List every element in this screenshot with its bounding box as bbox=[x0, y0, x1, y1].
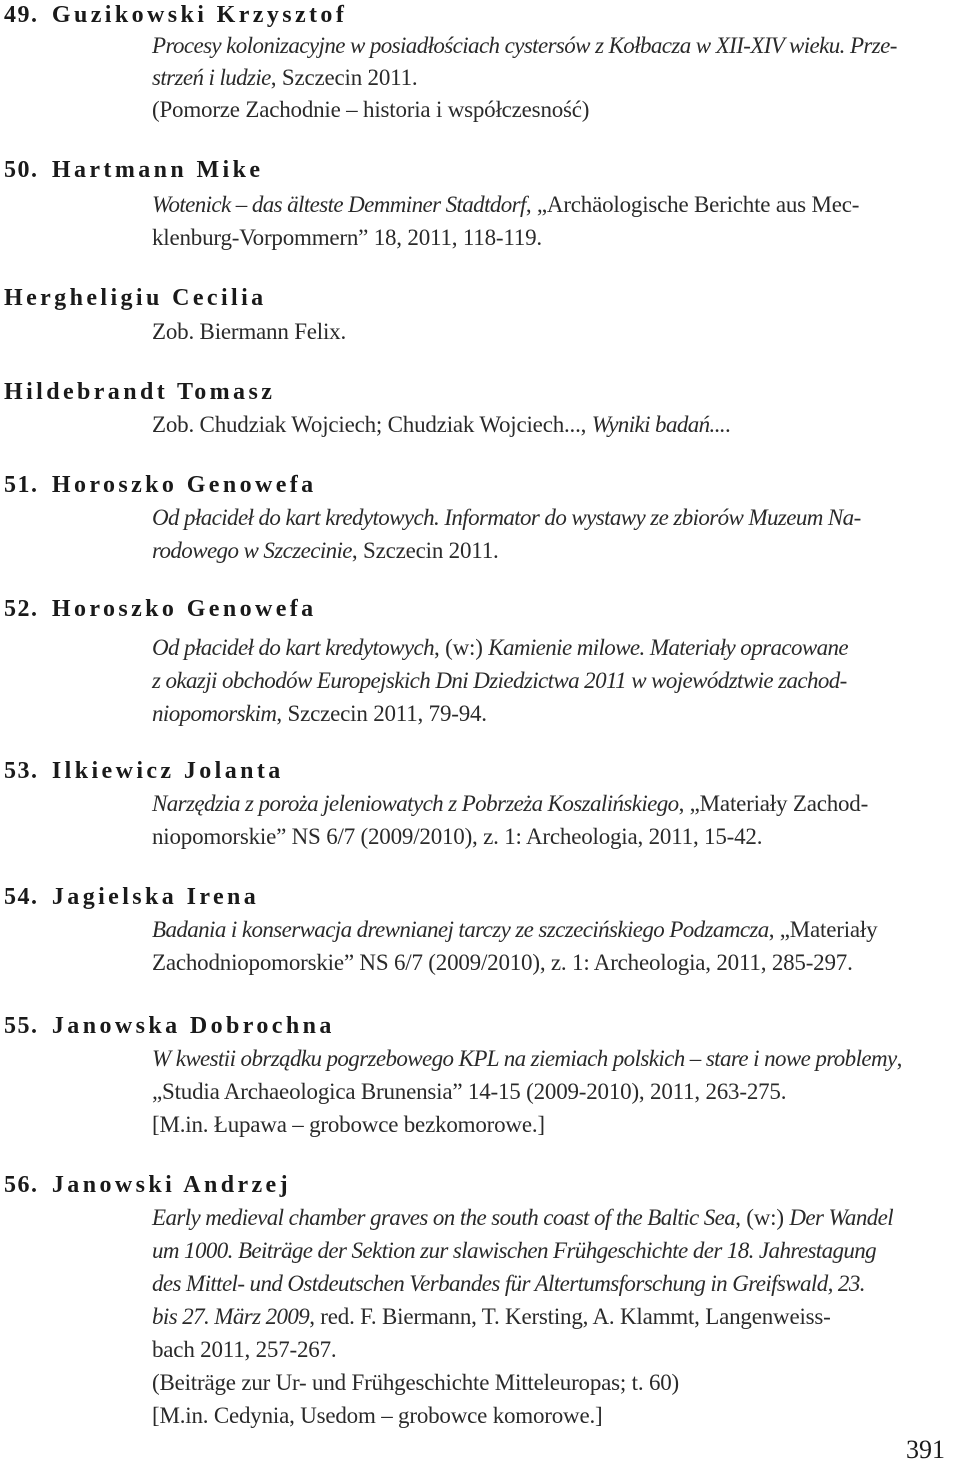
citation-text: , (w:) bbox=[434, 635, 489, 660]
citation-line bbox=[152, 1334, 336, 1366]
cross-reference-text: Zob. Chudziak Wojciech; Chudziak Wojciech..., bbox=[152, 412, 592, 437]
citation-line bbox=[152, 62, 417, 94]
citation-text: bach 2011, 257-267. bbox=[152, 1337, 337, 1362]
citation-line bbox=[152, 502, 861, 534]
entry-author bbox=[4, 283, 267, 313]
citation-text: , Szczecin 2011. bbox=[270, 65, 418, 90]
note-text: [M.in. Łupawa – grobowce bezkomorowe.] bbox=[152, 1112, 545, 1137]
author-name: Ilkiewicz Jolanta bbox=[51, 758, 284, 784]
citation-line bbox=[152, 1235, 876, 1267]
page-number: 391 bbox=[906, 1435, 945, 1464]
title-text: W kwestii obrządku pogrzebowego KPL na ziemiach polskich – stare i nowe problemy bbox=[152, 1046, 897, 1071]
title-text: um 1000. Beiträge der Sektion zur slawischen Frühgeschichte der 18. Jahrestagung bbox=[152, 1238, 877, 1263]
citation-line bbox=[152, 94, 589, 126]
citation-line bbox=[152, 222, 542, 254]
entry-author bbox=[4, 377, 275, 407]
citation-text: , Szczecin 2011. bbox=[351, 538, 499, 563]
note-text: [M.in. Cedynia, Usedom – grobowce komorowe.] bbox=[152, 1403, 603, 1428]
title-text: Procesy kolonizacyjne w posiadłościach cystersów z Kołbacza w XII-XIV wieku. Prze- bbox=[152, 33, 897, 58]
citation-line bbox=[152, 788, 868, 820]
entry-author bbox=[4, 1011, 335, 1041]
entry-number: 55. bbox=[4, 1013, 39, 1039]
citation-line bbox=[152, 914, 877, 946]
citation-text: , „Materiały bbox=[768, 917, 878, 942]
citation-line bbox=[152, 189, 859, 221]
title-text: des Mittel- und Ostdeutschen Verbandes für Altertumsforschung in Greifswald, 23. bbox=[152, 1271, 865, 1296]
title-text: Badania i konserwacja drewnianej tarczy ze szczecińskiego Podzamcza bbox=[152, 917, 769, 942]
series-text: (Pomorze Zachodnie – historia i współczesność) bbox=[152, 97, 590, 122]
title-text: z okazji obchodów Europejskich Dni Dziedzictwa 2011 w województwie zachod- bbox=[152, 668, 847, 693]
title-text: Wotenick – das älteste Demminer Stadtdorf bbox=[152, 192, 526, 217]
entry-author bbox=[4, 882, 259, 912]
citation-text: , (w:) bbox=[735, 1205, 790, 1230]
citation-text: , bbox=[896, 1046, 903, 1071]
entry-author bbox=[4, 756, 284, 786]
citation-text: , Szczecin 2011, 79-94. bbox=[276, 701, 487, 726]
title-text: Narzędzia z poroża jeleniowatych z Pobrzeża Koszalińskiego bbox=[152, 791, 679, 816]
citation-line bbox=[152, 1202, 893, 1234]
entry-author bbox=[4, 1170, 291, 1200]
citation-line bbox=[152, 1043, 902, 1075]
citation-line bbox=[152, 1367, 679, 1399]
entry-number: 50. bbox=[4, 157, 39, 183]
series-text: (Beiträge zur Ur- und Frühgeschichte Mitteleuropas; t. 60) bbox=[152, 1370, 680, 1395]
entry-number: 52. bbox=[4, 596, 39, 622]
citation-line bbox=[152, 1400, 602, 1432]
cross-reference-line bbox=[152, 409, 731, 441]
title-text: niopomorskim bbox=[152, 701, 277, 726]
author-name: Guzikowski Krzysztof bbox=[51, 2, 348, 28]
citation-line bbox=[152, 1301, 831, 1333]
citation-text: . bbox=[725, 412, 731, 437]
author-name: Hildebrandt Tomasz bbox=[4, 379, 276, 405]
citation-text: klenburg-Vorpommern” 18, 2011, 118-119. bbox=[152, 225, 542, 250]
title-text: rodowego w Szczecinie bbox=[152, 538, 352, 563]
citation-line bbox=[152, 947, 853, 979]
entry-number: 51. bbox=[4, 472, 39, 498]
title-text: Early medieval chamber graves on the south coast of the Baltic Sea bbox=[152, 1205, 736, 1230]
cross-reference-text: Zob. Biermann Felix. bbox=[152, 319, 347, 344]
entry-author bbox=[4, 594, 317, 624]
title-text: Od płacideł do kart kredytowych. Informator do wystawy ze zbiorów Muzeum Na- bbox=[152, 505, 861, 530]
title-text: Der Wandel bbox=[789, 1205, 894, 1230]
citation-text: , red. F. Biermann, T. Kersting, A. Klammt, Langenweiss- bbox=[309, 1304, 831, 1329]
author-name: Janowska Dobrochna bbox=[51, 1013, 335, 1039]
citation-line bbox=[152, 1109, 545, 1141]
author-name: Horoszko Genowefa bbox=[51, 596, 317, 622]
title-text: Kamienie milowe. Materiały opracowane bbox=[488, 635, 848, 660]
citation-line bbox=[152, 1268, 865, 1300]
entry-number: 56. bbox=[4, 1172, 39, 1198]
author-name: Jagielska Irena bbox=[51, 884, 260, 910]
title-text: Wyniki badań... bbox=[591, 412, 725, 437]
citation-line bbox=[152, 30, 897, 62]
citation-line bbox=[152, 665, 847, 697]
entry-author bbox=[4, 0, 347, 30]
citation-text: , „Archäologische Berichte aus Mec- bbox=[525, 192, 860, 217]
entry-number: 54. bbox=[4, 884, 39, 910]
citation-text: „Studia Archaeologica Brunensia” 14-15 (2009-2010), 2011, 263-275. bbox=[152, 1079, 787, 1104]
author-name: Janowski Andrzej bbox=[51, 1172, 291, 1198]
title-text: strzeń i ludzie bbox=[152, 65, 271, 90]
author-name: Hartmann Mike bbox=[51, 157, 264, 183]
title-text: Od płacideł do kart kredytowych bbox=[152, 635, 435, 660]
title-text: bis 27. März 2009 bbox=[152, 1304, 310, 1329]
entry-number: 53. bbox=[4, 758, 39, 784]
author-name: Horoszko Genowefa bbox=[51, 472, 317, 498]
citation-line bbox=[152, 1076, 786, 1108]
citation-text: , „Materiały Zachod- bbox=[678, 791, 869, 816]
entry-author bbox=[4, 470, 317, 500]
citation-text: Zachodniopomorskie” NS 6/7 (2009/2010), z. 1: Archeologia, 2011, 285-297. bbox=[152, 950, 853, 975]
citation-line bbox=[152, 821, 762, 853]
entry-number: 49. bbox=[4, 2, 39, 28]
citation-line bbox=[152, 698, 487, 730]
citation-text: niopomorskie” NS 6/7 (2009/2010), z. 1: Archeologia, 2011, 15-42. bbox=[152, 824, 763, 849]
entry-author bbox=[4, 155, 263, 185]
citation-line bbox=[152, 535, 499, 567]
author-name: Hergheligiu Cecilia bbox=[4, 285, 267, 311]
citation-line bbox=[152, 632, 848, 664]
cross-reference-line bbox=[152, 316, 346, 348]
